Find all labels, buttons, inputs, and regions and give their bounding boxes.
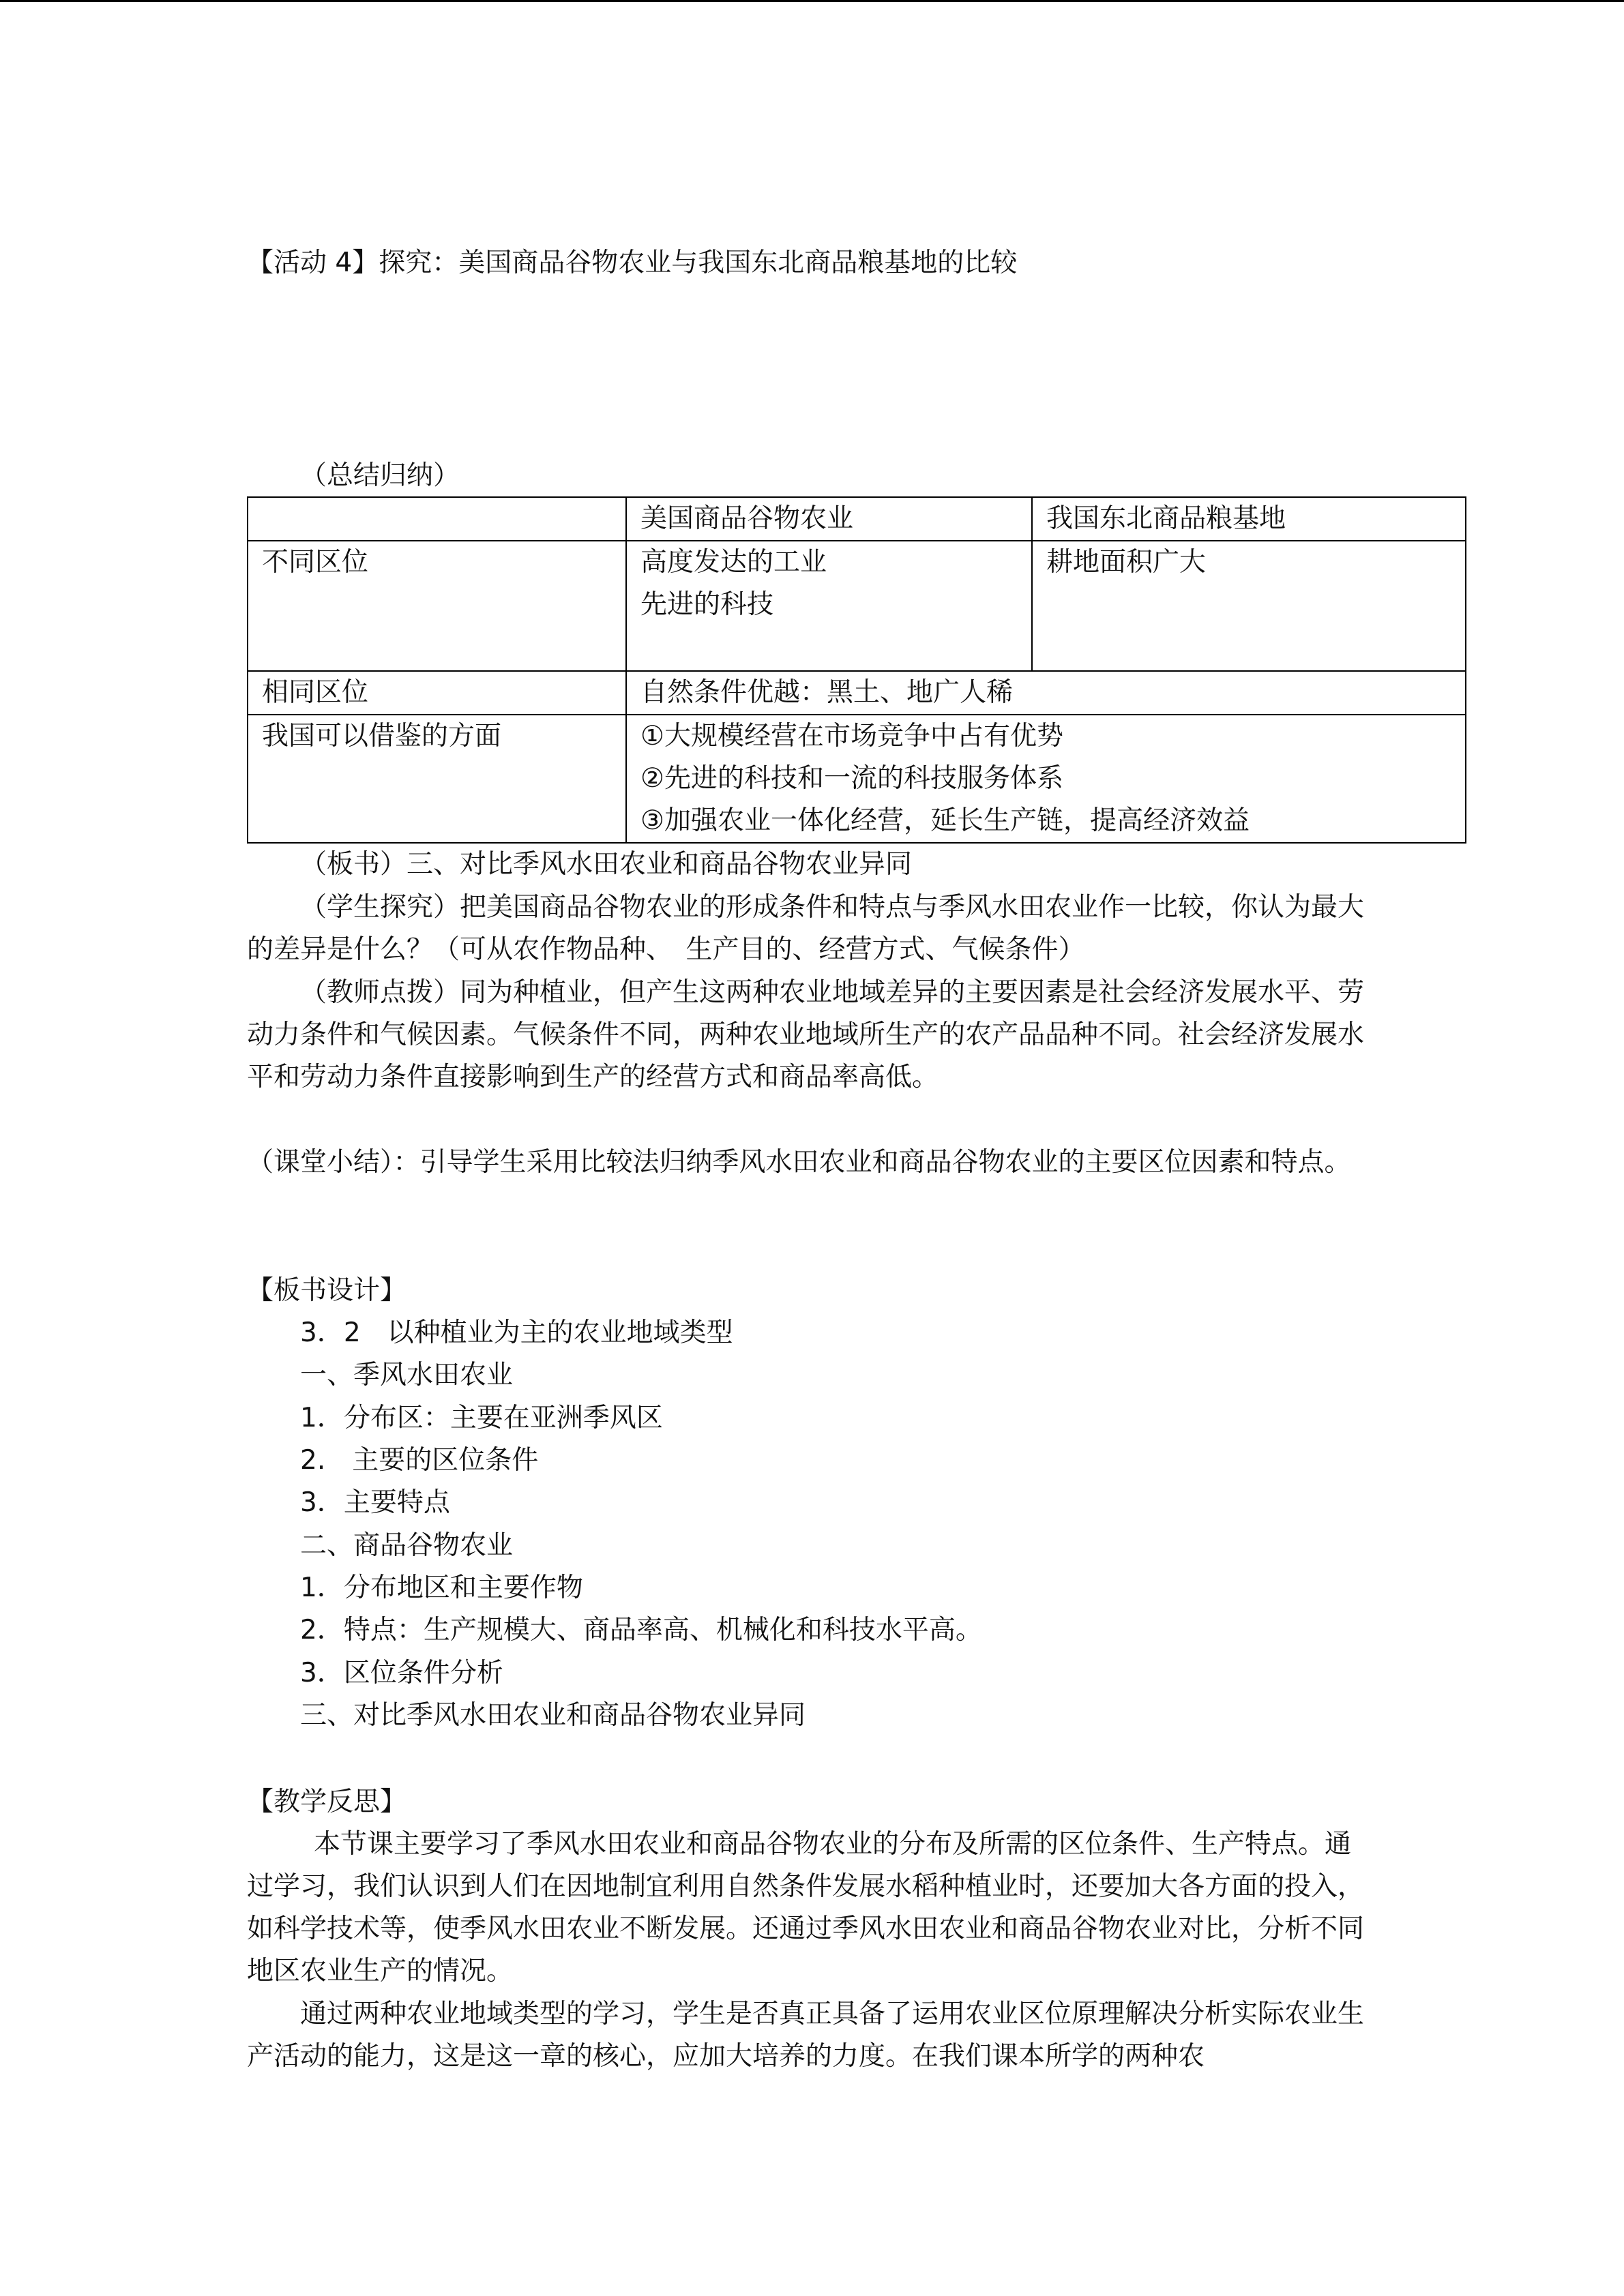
board-design-line: 二、商品谷物农业 bbox=[300, 1530, 514, 1561]
class-summary: （课堂小结）：引导学生采用比较法归纳季风水田农业和商品谷物农业的主要区位因素和特点。 bbox=[247, 1147, 1351, 1178]
cell-diff-us bbox=[626, 541, 1032, 671]
cell-line: ①大规模经营在市场竞争中占有优势 bbox=[640, 721, 1063, 751]
row-label-same: 相同区位 bbox=[248, 671, 626, 715]
reflection-title: 【教学反思】 bbox=[247, 1787, 407, 1817]
header-cell-empty bbox=[248, 497, 626, 541]
table-row bbox=[248, 715, 1466, 843]
row-label-diff: 不同区位 bbox=[248, 541, 626, 671]
board-line: （板书）三、对比季风水田农业和商品谷物农业异同 bbox=[300, 849, 913, 880]
table-row bbox=[248, 541, 1466, 671]
cell-learn-items bbox=[626, 715, 1466, 843]
board-design-line: 1．分布区：主要在亚洲季风区 bbox=[300, 1403, 663, 1433]
cell-line: 先进的科技 bbox=[640, 589, 774, 620]
cell-line: ③加强农业一体化经营，延长生产链，提高经济效益 bbox=[640, 805, 1250, 836]
table-row bbox=[248, 671, 1466, 715]
cell-same-value: 自然条件优越：黑土、地广人稀 bbox=[626, 671, 1466, 715]
header-cell-us: 美国商品谷物农业 bbox=[626, 497, 1032, 541]
board-design-line: 2．特点：生产规模大、商品率高、机械化和科技水平高。 bbox=[300, 1615, 982, 1645]
board-design-line: 3．区位条件分析 bbox=[300, 1658, 503, 1688]
board-design-line: 三、对比季风水田农业和商品谷物农业异同 bbox=[300, 1700, 806, 1731]
cell-line: 高度发达的工业 bbox=[640, 547, 827, 578]
board-design-title: 【板书设计】 bbox=[247, 1275, 407, 1306]
reflection-paragraph: 通过两种农业地域类型的学习，学生是否真正具备了运用农业区位原理解决分析实际农业生产活动的能力，这是这一章的核心，应加大培养的力度。在我们课本所学的两种农 bbox=[247, 1999, 1365, 2072]
teacher-guide: （教师点拨）同为种植业，但产生这两种农业地域差异的主要因素是社会经济发展水平、劳动力条件和气候因素。气候条件不同，两种农业地域所生产的农产品品种不同。社会经济发展水平和劳动力条件直接影响到生产的经营方式和商品率高低。 bbox=[247, 977, 1365, 1092]
board-design-line: 一、季风水田农业 bbox=[300, 1360, 514, 1390]
cell-diff-cn bbox=[1032, 541, 1466, 671]
cell-line: ②先进的科技和一流的科技服务体系 bbox=[640, 763, 1063, 794]
student-inquiry: （学生探究）把美国商品谷物农业的形成条件和特点与季风水田农业作一比较，你认为最大的差异是什么？（可从农作物品种、 生产目的、经营方式、气候条件） bbox=[247, 892, 1365, 965]
table-row bbox=[248, 497, 1466, 541]
activity-title: 【活动 4】探究：美国商品谷物农业与我国东北商品粮基地的比较 bbox=[247, 248, 1018, 278]
comparison-table bbox=[247, 496, 1466, 844]
board-design-line: 3．主要特点 bbox=[300, 1487, 450, 1518]
header-cell-cn: 我国东北商品粮基地 bbox=[1032, 497, 1466, 541]
row-label-learn: 我国可以借鉴的方面 bbox=[248, 715, 626, 843]
board-design-line: 2. 主要的区位条件 bbox=[300, 1445, 539, 1476]
summary-label: （总结归纳） bbox=[300, 460, 460, 491]
board-design-line: 3．2 以种植业为主的农业地域类型 bbox=[300, 1317, 733, 1348]
cell-line: 耕地面积广大 bbox=[1046, 547, 1207, 578]
reflection-paragraph: 本节课主要学习了季风水田农业和商品谷物农业的分布及所需的区位条件、生产特点。通过学习，我们认识到人们在因地制宜利用自然条件发展水稻种植业时，还要加大各方面的投入，如科学技术等，使季风水田农业不断发展。还通过季风水田农业和商品谷物农业对比，分析不同地区农业生产的情况。 bbox=[247, 1829, 1365, 1986]
board-design-line: 1．分布地区和主要作物 bbox=[300, 1572, 583, 1603]
